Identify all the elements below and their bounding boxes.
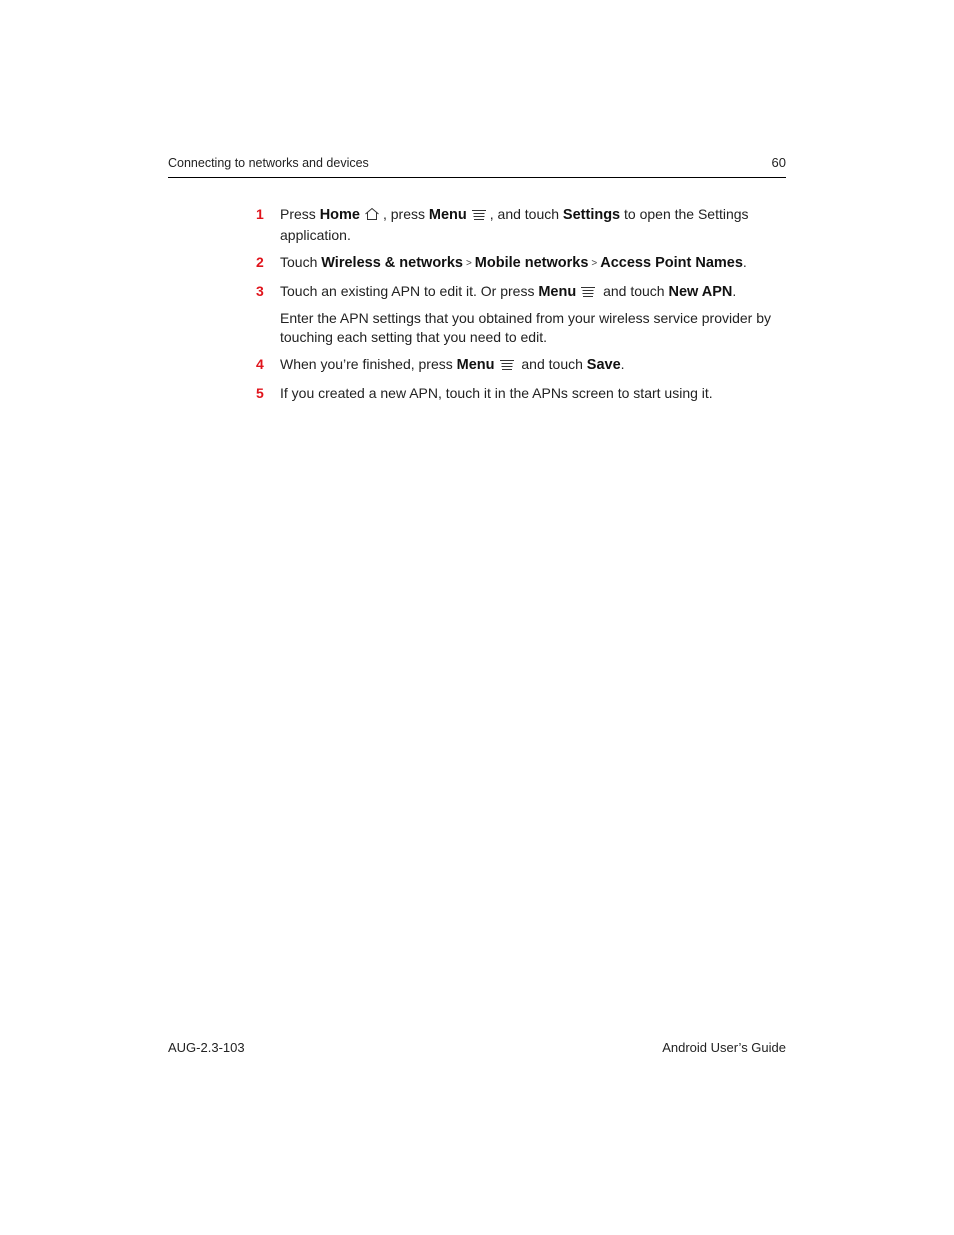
menu-label: Menu: [428, 207, 467, 223]
menu-icon: [499, 357, 515, 376]
document-title: Android User’s Guide: [662, 1040, 786, 1055]
step-note: Enter the APN settings that you obtained from your wireless service provider by touching each setting that you need to edit.: [280, 310, 772, 345]
menu-icon: [471, 207, 487, 226]
instruction-steps: [256, 205, 786, 411]
step-5: [256, 384, 786, 403]
step-text: Press Home , press Menu , and touch Settings to open the Settings application.: [280, 206, 749, 243]
new-apn-label: New APN: [668, 284, 733, 300]
path-separator: >: [465, 258, 472, 269]
menu-icon: [580, 284, 596, 303]
menu-label: Menu: [456, 357, 495, 373]
step-2: [256, 253, 786, 274]
home-label: Home: [319, 207, 360, 223]
step-number: 3: [256, 283, 264, 299]
step-number: 2: [256, 254, 264, 270]
step-number: 5: [256, 385, 264, 401]
access-point-names-label: Access Point Names: [600, 255, 743, 271]
path-separator: >: [591, 258, 598, 269]
menu-label: Menu: [538, 284, 577, 300]
document-id: AUG-2.3-103: [168, 1040, 245, 1055]
step-text: When you’re finished, press Menu and touch Save.: [280, 355, 786, 376]
mobile-networks-label: Mobile networks: [474, 255, 589, 271]
section-title: Connecting to networks and devices: [168, 156, 369, 170]
save-label: Save: [586, 357, 621, 373]
step-text: Touch an existing APN to edit it. Or press Menu and touch New APN.: [280, 282, 786, 303]
step-text: If you created a new APN, touch it in the APNs screen to start using it.: [280, 385, 713, 401]
home-icon: [364, 207, 380, 226]
step-3: [256, 282, 786, 347]
step-text: Touch Wireless & networks > Mobile networks > Access Point Names.: [280, 254, 747, 271]
step-4: [256, 355, 786, 376]
step-number: 1: [256, 206, 264, 222]
wireless-networks-label: Wireless & networks: [321, 255, 463, 271]
page-number: 60: [771, 155, 786, 170]
step-number: 4: [256, 356, 264, 372]
step-1: [256, 205, 786, 245]
page-header: [168, 155, 786, 178]
settings-label: Settings: [562, 207, 621, 223]
